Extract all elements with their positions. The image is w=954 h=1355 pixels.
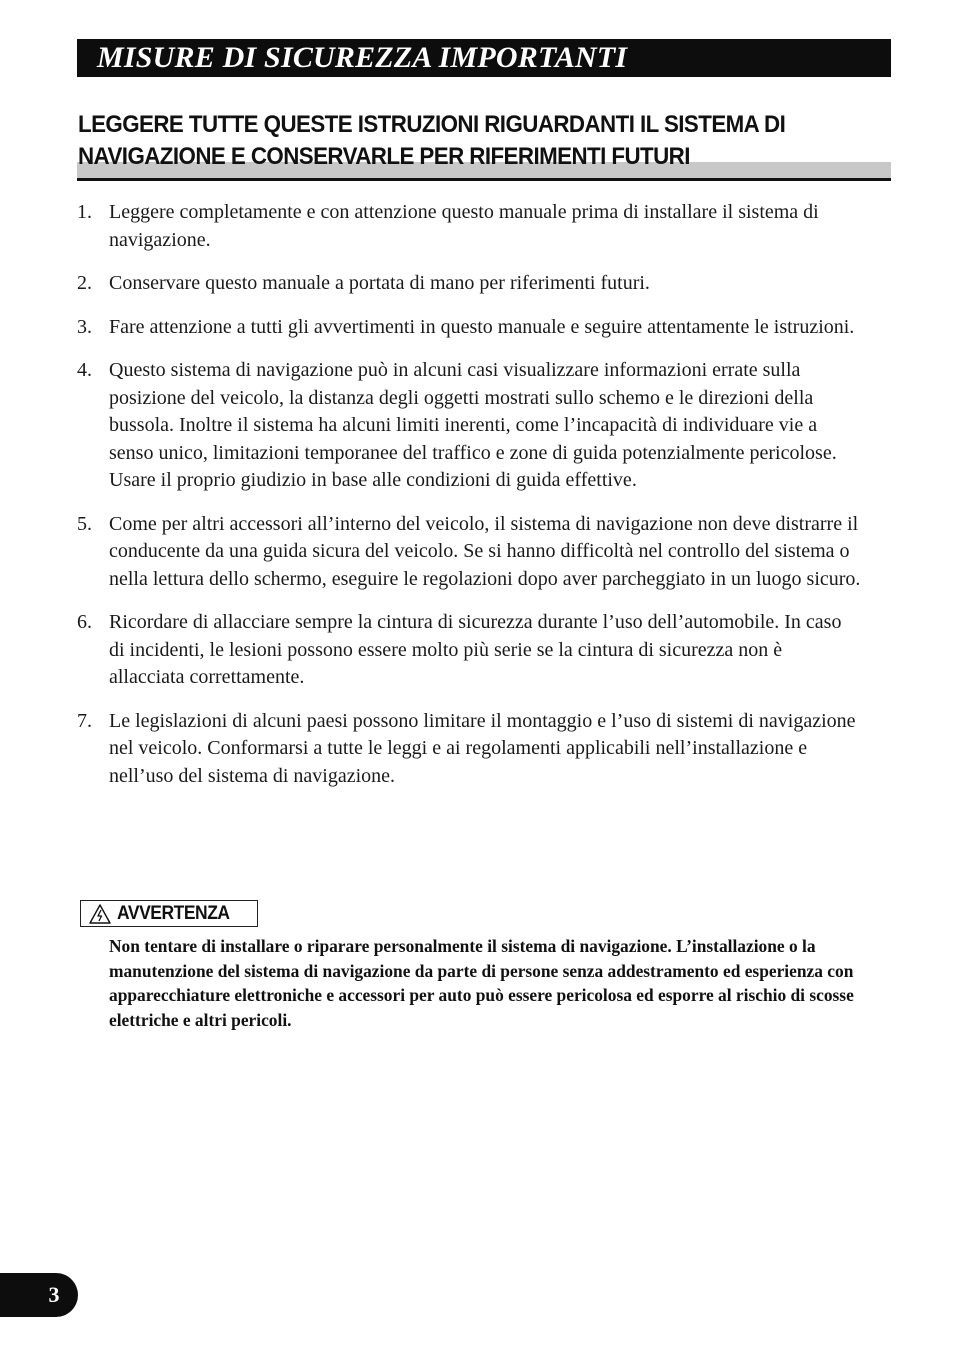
list-item bbox=[77, 609, 867, 692]
list-item bbox=[77, 270, 867, 298]
list-item-number: 7. bbox=[77, 709, 92, 732]
page-number-tab bbox=[0, 1273, 78, 1317]
heading-underline-rule bbox=[77, 178, 891, 181]
section-heading-text: LEGGERE TUTTE QUESTE ISTRUZIONI RIGUARDANTI IL SISTEMA DI NAVIGAZIONE E CONSERVARLE PER RIFERIMENTI FUTURI bbox=[78, 111, 786, 170]
list-item-text: Le legislazioni di alcuni paesi possono limitare il montaggio e l’uso di sistemi di navigazione nel veicolo. Conformarsi a tutte le leggi e ai regolamenti applicabili nell’installazione e nell’uso del sistema di navigazione. bbox=[109, 709, 856, 787]
warning-label bbox=[80, 900, 258, 927]
list-item-number: 6. bbox=[77, 611, 92, 633]
list-item-text: Fare attenzione a tutti gli avvertimenti in questo manuale e seguire attentamente le istruzioni. bbox=[109, 315, 855, 338]
list-item-number: 5. bbox=[77, 512, 92, 535]
list-item-number: 2. bbox=[77, 272, 92, 294]
list-item-text: Questo sistema di navigazione può in alcuni casi visualizzare informazioni errate sulla posizione del veicolo, la distanza degli oggetti mostrati sullo schemo e le direzioni della bussola. Inoltre il sistema ha alcuni limiti inerenti, come l’incapacità di individuare vie a senso unico, limitazioni temporanee del traffico e zone di guida potenzialmente pericolose. Usare il proprio giudizio in base alle condizioni di guida effettive. bbox=[109, 359, 837, 491]
list-item-number: 1. bbox=[77, 201, 92, 223]
page-number: 3 bbox=[48, 1282, 60, 1307]
warning-label-text: AVVERTENZA bbox=[117, 902, 230, 924]
list-item bbox=[77, 708, 867, 791]
list-item-number: 3. bbox=[77, 315, 92, 338]
list-item-text: Leggere completamente e con attenzione questo manuale prima di installare il sistema di navigazione. bbox=[109, 201, 819, 251]
list-item bbox=[77, 314, 867, 342]
list-item-text: Come per altri accessori all’interno del veicolo, il sistema di navigazione non deve distrarre il conducente da una guida sicura del veicolo. Se si hanno difficoltà nel controllo del sistema o nella lettura dello schermo, eseguire le regolazioni dopo aver parcheggiato in un luogo sicuro. bbox=[109, 512, 861, 590]
instructions-list bbox=[77, 199, 867, 806]
list-item-text: Conservare questo manuale a portata di mano per riferimenti futuri. bbox=[109, 272, 650, 294]
section-title-bar bbox=[77, 39, 891, 77]
warning-triangle-icon bbox=[89, 904, 111, 924]
page-title: MISURE DI SICUREZZA IMPORTANTI bbox=[97, 41, 628, 74]
warning-body-text: Non tentare di installare o riparare personalmente il sistema di navigazione. L’installazione o la manutenzione del sistema di navigazione da parte di persone senza addestramento ed esperienza con apparecchiature elettroniche e accessori per auto può essere pericolosa ed esporre al rischio di scosse elettriche e altri pericoli. bbox=[109, 936, 854, 1030]
list-item bbox=[77, 511, 867, 594]
list-item bbox=[77, 357, 867, 495]
list-item bbox=[77, 199, 867, 254]
section-heading bbox=[77, 109, 891, 181]
list-item-text: Ricordare di allacciare sempre la cintura di sicurezza durante l’uso dell’automobile. In caso di incidenti, le lesioni possono essere molto più serie se la cintura di sicurezza non è allacciata correttamente. bbox=[109, 611, 842, 688]
list-item-number: 4. bbox=[77, 359, 92, 381]
